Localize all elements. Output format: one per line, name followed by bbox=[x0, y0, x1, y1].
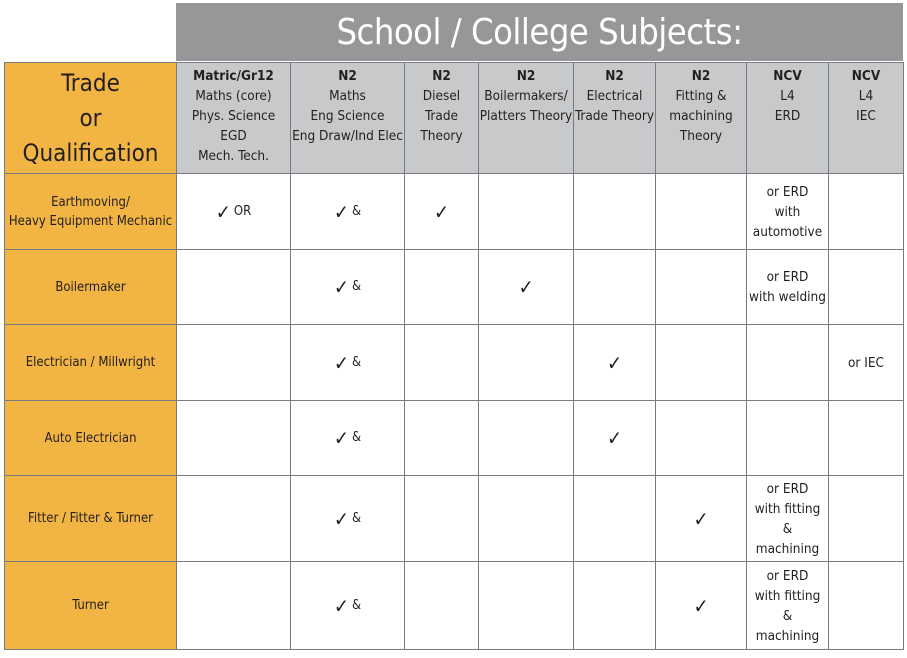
requirement-cell bbox=[574, 476, 656, 562]
requirement-cell bbox=[574, 562, 656, 650]
checkmark-icon: ✓ bbox=[693, 506, 709, 531]
subject-name-line: Maths bbox=[329, 88, 366, 104]
requirement-cell bbox=[291, 250, 405, 325]
checkmark-icon: ✓ bbox=[693, 593, 709, 618]
checkmark-icon: ✓ bbox=[333, 593, 349, 618]
checkmark-icon: ✓ bbox=[518, 275, 534, 299]
requirement-cell bbox=[177, 250, 291, 325]
alternative-note: or IEC bbox=[847, 354, 884, 371]
trade-name: Earthmoving/ bbox=[51, 194, 130, 210]
subject-name-line: Eng Draw/Ind Elec bbox=[292, 128, 403, 144]
subject-name-line: Electrical bbox=[586, 88, 643, 104]
requirement-cell bbox=[747, 325, 829, 401]
requirement-cell bbox=[829, 174, 904, 250]
subject-column-header bbox=[747, 63, 829, 174]
subject-name-line: Mech. Tech. bbox=[198, 148, 269, 164]
alternative-note: machining bbox=[755, 627, 820, 644]
table-row bbox=[5, 174, 904, 250]
requirement-connector: & bbox=[351, 510, 362, 526]
requirement-cell bbox=[829, 562, 904, 650]
requirement-cell bbox=[656, 562, 747, 650]
requirement-connector: & bbox=[351, 279, 362, 294]
requirement-connector: & bbox=[351, 203, 362, 219]
requirement-connector: & bbox=[351, 597, 362, 613]
table-row bbox=[5, 476, 904, 562]
trade-column-header bbox=[5, 63, 177, 174]
requirement-cell bbox=[656, 476, 747, 562]
subject-column-header bbox=[656, 63, 747, 174]
requirement-cell bbox=[405, 174, 479, 250]
subject-name-line: Theory bbox=[679, 128, 723, 144]
requirement-cell bbox=[177, 325, 291, 401]
alternative-note: or ERD bbox=[766, 480, 809, 497]
subject-name-line: IEC bbox=[856, 108, 876, 124]
subject-name-line: L4 bbox=[780, 88, 795, 104]
requirement-cell bbox=[656, 250, 747, 325]
subject-name-line: Theory bbox=[420, 128, 463, 144]
alternative-note: with fitting bbox=[754, 500, 821, 517]
requirement-cell bbox=[479, 401, 574, 476]
subject-name-line: Maths (core) bbox=[195, 88, 272, 104]
subject-name-line: Boilermakers/ bbox=[484, 88, 568, 104]
requirement-cell bbox=[829, 250, 904, 325]
banner-title: School / College Subjects: bbox=[176, 3, 903, 61]
checkmark-icon: ✓ bbox=[333, 506, 349, 531]
checkmark-icon: ✓ bbox=[333, 275, 349, 299]
requirement-cell bbox=[574, 325, 656, 401]
table-row bbox=[5, 325, 904, 401]
subject-level: N2 bbox=[691, 68, 711, 84]
requirement-cell bbox=[747, 174, 829, 250]
checkmark-icon: ✓ bbox=[606, 426, 623, 450]
requirement-cell bbox=[177, 476, 291, 562]
checkmark-icon: ✓ bbox=[333, 199, 349, 224]
trade-name: Turner bbox=[72, 598, 109, 613]
requirement-cell bbox=[405, 325, 479, 401]
requirement-cell bbox=[656, 325, 747, 401]
trade-name-cell bbox=[5, 174, 177, 250]
trade-name-cell bbox=[5, 476, 177, 562]
trade-name-cell bbox=[5, 325, 177, 401]
requirement-cell bbox=[479, 250, 574, 325]
trade-header-line: Trade bbox=[61, 68, 120, 97]
trade-name: Electrician / Millwright bbox=[25, 355, 156, 370]
requirement-cell bbox=[479, 325, 574, 401]
checkmark-icon: ✓ bbox=[333, 426, 349, 450]
alternative-note: with fitting bbox=[754, 587, 821, 604]
requirement-cell bbox=[656, 174, 747, 250]
subject-name-line: Fitting & bbox=[675, 88, 727, 104]
alternative-note: & bbox=[782, 607, 793, 624]
alternative-note: with welding bbox=[749, 289, 826, 305]
requirement-cell bbox=[747, 562, 829, 650]
requirement-cell bbox=[177, 174, 291, 250]
alternative-note: with bbox=[774, 203, 801, 220]
alternative-note: or ERD bbox=[766, 269, 809, 285]
subject-column-header bbox=[405, 63, 479, 174]
trade-name-cell bbox=[5, 562, 177, 650]
trade-header-line: Qualification bbox=[22, 138, 159, 167]
subject-name-line: Platters Theory bbox=[479, 108, 573, 124]
checkmark-icon: ✓ bbox=[333, 350, 349, 375]
requirement-cell bbox=[291, 174, 405, 250]
alternative-note: automotive bbox=[752, 223, 823, 240]
alternative-note: or ERD bbox=[766, 567, 809, 584]
subject-name-line: L4 bbox=[858, 88, 874, 104]
subject-level: N2 bbox=[432, 68, 451, 84]
requirement-cell bbox=[479, 562, 574, 650]
trade-header-line: or bbox=[79, 103, 102, 132]
subject-name-line: machining bbox=[669, 108, 733, 124]
requirement-cell bbox=[829, 476, 904, 562]
alternative-note: & bbox=[782, 520, 793, 537]
subject-column-header bbox=[479, 63, 574, 174]
trade-name: Auto Electrician bbox=[44, 430, 137, 446]
trade-name: Fitter / Fitter & Turner bbox=[28, 511, 153, 526]
subject-name-line: Trade bbox=[424, 108, 459, 124]
subject-column-header bbox=[291, 63, 405, 174]
trade-name-cell bbox=[5, 250, 177, 325]
requirement-cell bbox=[574, 401, 656, 476]
requirement-cell bbox=[829, 325, 904, 401]
requirement-connector: & bbox=[351, 354, 362, 370]
subject-level: Matric/Gr12 bbox=[193, 68, 274, 84]
alternative-note: machining bbox=[755, 540, 820, 557]
requirement-cell bbox=[829, 401, 904, 476]
requirement-connector: & bbox=[351, 430, 362, 445]
subject-column-header bbox=[177, 63, 291, 174]
subjects-table bbox=[4, 62, 904, 650]
subject-level: NCV bbox=[851, 68, 881, 84]
table-row bbox=[5, 562, 904, 650]
requirement-cell bbox=[291, 562, 405, 650]
requirement-cell bbox=[747, 250, 829, 325]
requirement-cell bbox=[291, 476, 405, 562]
subject-column-header bbox=[574, 63, 656, 174]
checkmark-icon: ✓ bbox=[606, 350, 623, 375]
subject-name-line: Eng Science bbox=[310, 108, 385, 124]
trade-name-cell bbox=[5, 401, 177, 476]
requirement-cell bbox=[405, 250, 479, 325]
requirement-cell bbox=[405, 476, 479, 562]
trade-name: Boilermaker bbox=[55, 279, 126, 295]
alternative-note: or ERD bbox=[766, 183, 809, 200]
subject-name-line: Diesel bbox=[422, 88, 461, 104]
requirement-cell bbox=[747, 401, 829, 476]
subject-level: N2 bbox=[516, 68, 536, 84]
requirement-cell bbox=[291, 325, 405, 401]
requirement-cell bbox=[479, 174, 574, 250]
trade-name: Heavy Equipment Mechanic bbox=[8, 213, 173, 229]
subject-level: NCV bbox=[773, 68, 802, 84]
subject-name-line: EGD bbox=[220, 128, 247, 144]
subject-level: N2 bbox=[338, 68, 357, 84]
table-row bbox=[5, 250, 904, 325]
requirement-cell bbox=[574, 250, 656, 325]
requirement-cell bbox=[177, 562, 291, 650]
requirement-cell bbox=[177, 401, 291, 476]
header-row bbox=[5, 63, 904, 174]
requirement-cell bbox=[656, 401, 747, 476]
subject-name-line: Phys. Science bbox=[191, 108, 276, 124]
requirement-cell bbox=[747, 476, 829, 562]
requirement-cell bbox=[291, 401, 405, 476]
subject-name-line: ERD bbox=[774, 108, 801, 124]
requirement-cell bbox=[574, 174, 656, 250]
table-row bbox=[5, 401, 904, 476]
requirement-cell bbox=[479, 476, 574, 562]
subject-column-header bbox=[829, 63, 904, 174]
requirement-cell bbox=[405, 562, 479, 650]
checkmark-icon: ✓ bbox=[215, 199, 231, 224]
subject-level: N2 bbox=[605, 68, 624, 84]
checkmark-icon: ✓ bbox=[433, 199, 450, 224]
subject-name-line: Trade Theory bbox=[574, 108, 655, 124]
requirement-cell bbox=[405, 401, 479, 476]
requirement-connector: OR bbox=[233, 203, 252, 219]
